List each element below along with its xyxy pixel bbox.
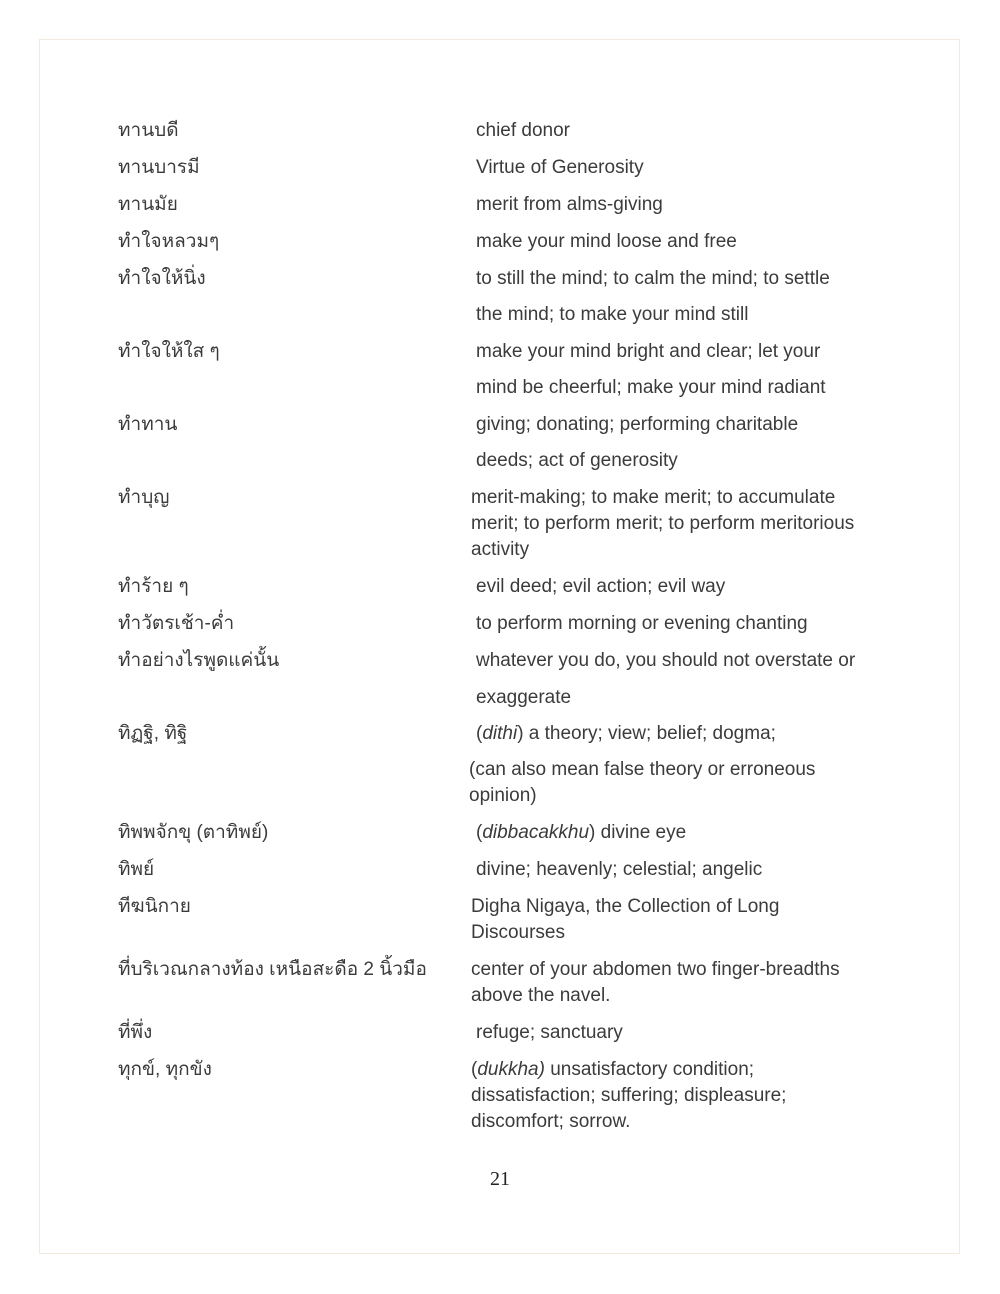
english-definition: make your mind bright and clear; let your: [476, 341, 821, 362]
thai-term: ทำวัตรเช้า-ค่ำ: [118, 613, 235, 634]
thai-term: ทิพพจักขุ (ตาทิพย์): [118, 822, 269, 843]
thai-term: ทำใจให้นิ่ง: [118, 268, 206, 289]
english-definition: make your mind loose and free: [476, 231, 737, 252]
english-definition: refuge; sanctuary: [476, 1022, 623, 1043]
english-definition-continued: mind be cheerful; make your mind radiant: [476, 377, 826, 398]
thai-term: ทีฆนิกาย: [118, 896, 191, 917]
definition-text: unsatisfactory condition; dissatisfaction; suffering; displeasure; discomfort; sorrow.: [471, 1059, 787, 1132]
thai-term: ทำอย่างไรพูดแค่นั้น: [118, 650, 280, 671]
definition-text: ) divine eye: [589, 822, 687, 843]
english-definition: (dukkha) unsatisfactory condition; dissatisfaction; suffering; displeasure; discomfort; sorrow.: [471, 1059, 787, 1132]
english-definition: merit-making; to make merit; to accumulate merit; to perform merit; to perform meritorious activity: [471, 487, 855, 560]
thai-term: ที่พึ่ง: [118, 1022, 153, 1043]
thai-term: ทานบดี: [118, 120, 179, 141]
english-definition: center of your abdomen two finger-breadths above the navel.: [471, 959, 840, 1006]
pali-term: dukkha): [477, 1059, 545, 1080]
thai-term: ทุกข์, ทุกขัง: [118, 1059, 212, 1080]
pali-term: dithi: [482, 723, 518, 744]
english-definition: to perform morning or evening chanting: [476, 613, 808, 634]
english-definition: divine; heavenly; celestial; angelic: [476, 859, 763, 880]
thai-term: ทำใจให้ใส ๆ: [118, 341, 220, 362]
english-definition: Virtue of Generosity: [476, 157, 644, 178]
english-definition: Digha Nigaya, the Collection of Long Discourses: [471, 896, 780, 943]
thai-term: ทานบารมี: [118, 157, 200, 178]
english-definition-continued: exaggerate: [476, 687, 572, 708]
thai-term: ที่บริเวณกลางท้อง เหนือสะดือ 2 นิ้วมือ: [118, 959, 427, 980]
english-definition: (dibbacakkhu) divine eye: [476, 822, 687, 843]
thai-term: ทิฏฐิ, ทิฐิ: [118, 723, 188, 744]
thai-term: ทำบุญ: [118, 487, 170, 508]
thai-term: ทำทาน: [118, 414, 178, 435]
thai-term: ทำใจหลวมๆ: [118, 231, 220, 252]
english-definition: to still the mind; to calm the mind; to settle: [476, 268, 830, 289]
thai-term: ทิพย์: [118, 859, 155, 880]
english-definition: evil deed; evil action; evil way: [476, 576, 726, 597]
english-definition-continued: deeds; act of generosity: [476, 450, 678, 471]
definition-text: ) a theory; view; belief; dogma;: [517, 723, 776, 744]
english-definition: (dithi) a theory; view; belief; dogma;: [476, 723, 776, 744]
thai-term: ทานมัย: [118, 194, 178, 215]
page-number: 21: [490, 1168, 510, 1190]
english-definition-continued: (can also mean false theory or erroneous opinion): [469, 759, 816, 806]
english-definition: merit from alms-giving: [476, 194, 663, 215]
english-definition: whatever you do, you should not overstate or: [476, 650, 856, 671]
thai-term: ทำร้าย ๆ: [118, 576, 189, 597]
pali-term: dibbacakkhu: [482, 822, 590, 843]
english-definition-continued: the mind; to make your mind still: [476, 304, 749, 325]
english-definition: chief donor: [476, 120, 571, 141]
english-definition: giving; donating; performing charitable: [476, 414, 799, 435]
